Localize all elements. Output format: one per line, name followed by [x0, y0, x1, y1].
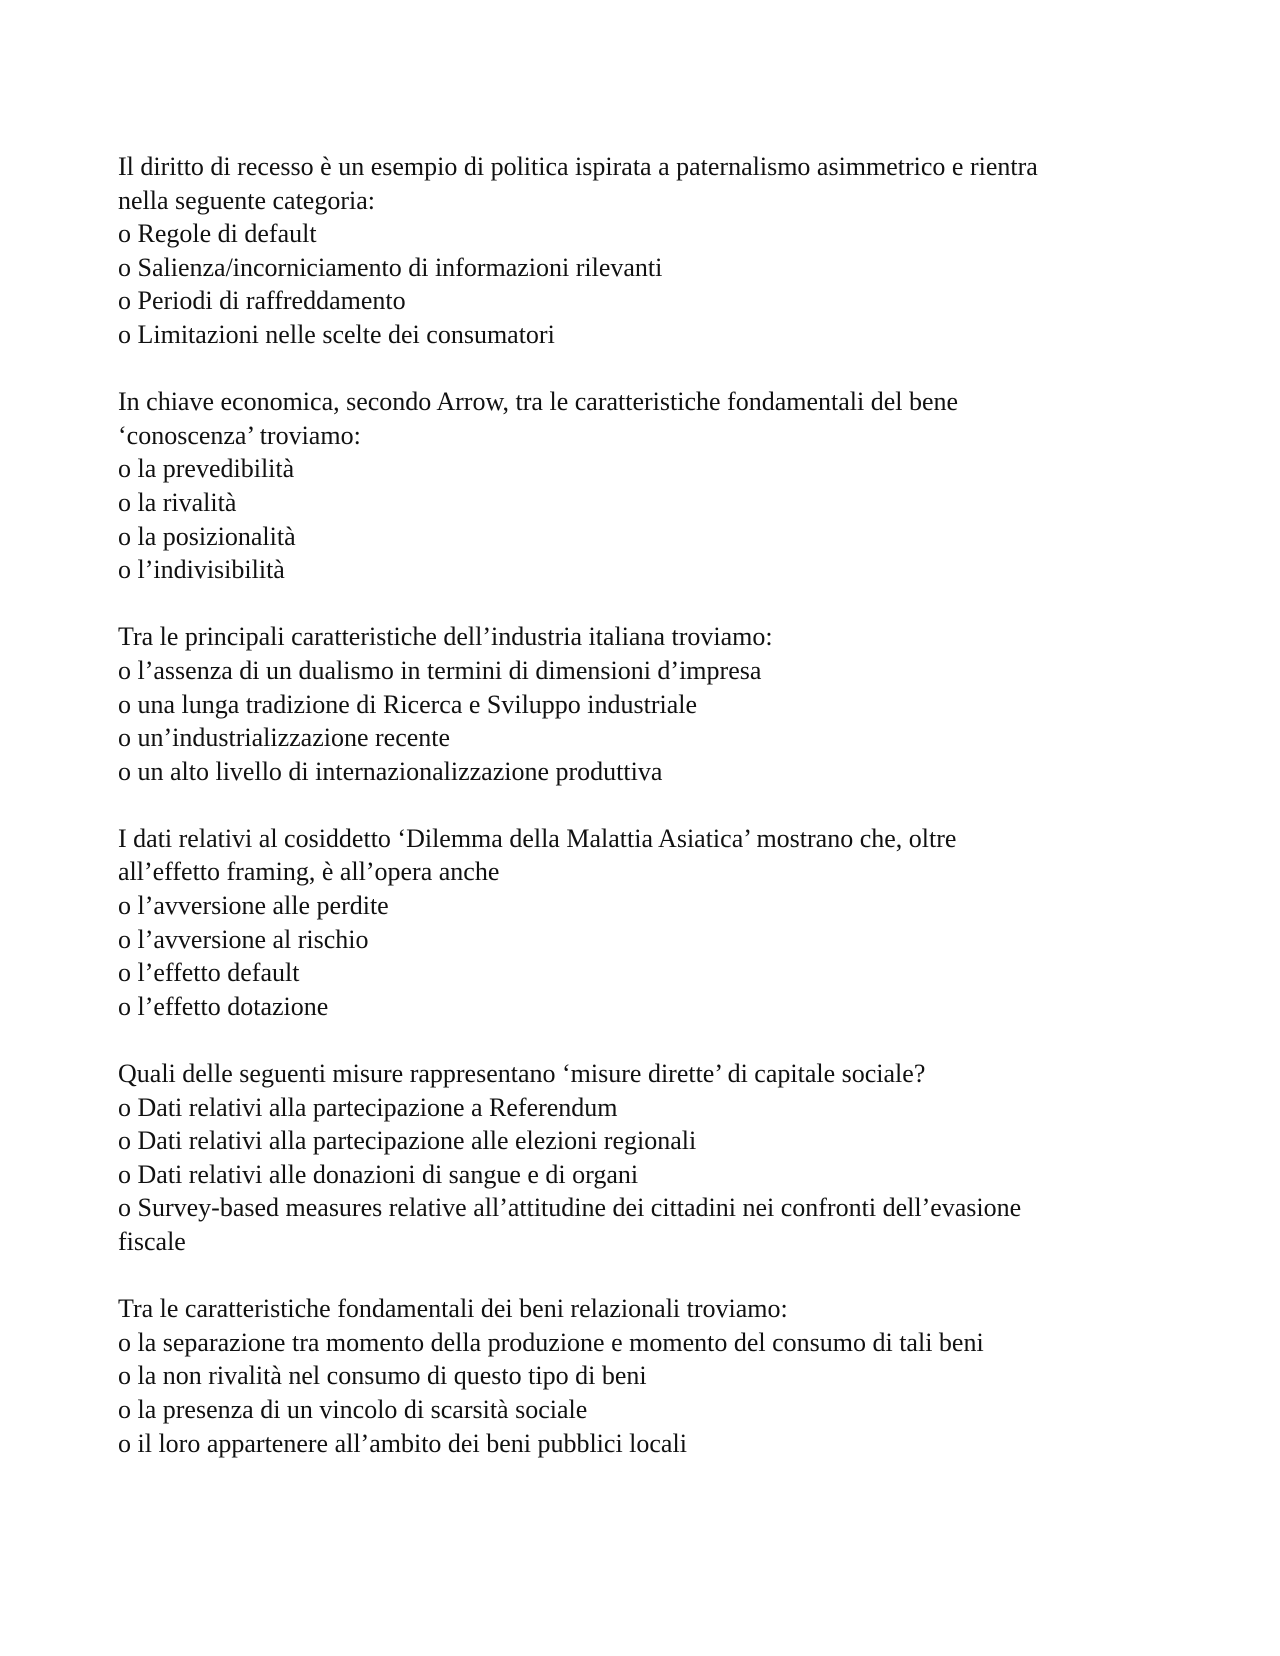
question-stem-line: nella seguente categoria:: [118, 185, 375, 215]
option-bullet: o: [118, 1361, 131, 1391]
answer-option: [118, 1393, 1178, 1427]
question-block: [118, 150, 1178, 352]
option-text: un alto livello di internazionalizzazione produttiva: [137, 756, 663, 786]
question-stem-line: I dati relativi al cosiddetto ‘Dilemma della Malattia Asiatica’ mostrano che, oltre: [118, 823, 957, 853]
option-bullet: o: [118, 219, 131, 249]
answer-option: [118, 284, 1178, 318]
question-block: [118, 385, 1178, 587]
answer-option: [118, 452, 1178, 486]
option-text: l’indivisibilità: [137, 555, 285, 585]
option-bullet: o: [118, 689, 131, 719]
answer-option: [118, 251, 1178, 285]
answer-option: [118, 1158, 1178, 1192]
answer-option: [118, 553, 1178, 587]
option-text: Dati relativi alla partecipazione a Referendum: [137, 1092, 618, 1122]
answer-option: [118, 520, 1178, 554]
option-bullet: o: [118, 1394, 131, 1424]
option-bullet: o: [118, 521, 131, 551]
option-bullet: o: [118, 487, 131, 517]
question-stem-line: ‘conoscenza’ troviamo:: [118, 420, 361, 450]
option-text: la posizionalità: [137, 521, 296, 551]
option-bullet: o: [118, 991, 131, 1021]
option-text: il loro appartenere all’ambito dei beni pubblici locali: [137, 1428, 687, 1458]
option-text: la rivalità: [137, 487, 237, 517]
option-text: Limitazioni nelle scelte dei consumatori: [137, 319, 555, 349]
answer-option: [118, 1091, 1178, 1125]
question-stem-line: Quali delle seguenti misure rappresentano ‘misure dirette’ di capitale sociale?: [118, 1059, 926, 1089]
option-text: l’avversione alle perdite: [137, 891, 389, 921]
option-text: Dati relativi alle donazioni di sangue e di organi: [137, 1159, 639, 1189]
option-text: Salienza/incorniciamento di informazioni rilevanti: [137, 252, 663, 282]
option-bullet: o: [118, 958, 131, 988]
question-stem-line: In chiave economica, secondo Arrow, tra le caratteristiche fondamentali del bene: [118, 387, 959, 417]
option-text: un’industrializzazione recente: [137, 723, 451, 753]
option-text: Dati relativi alla partecipazione alle elezioni regionali: [137, 1126, 697, 1156]
option-text: l’effetto dotazione: [137, 991, 329, 1021]
answer-option: [118, 1326, 1178, 1360]
option-text: la presenza di un vincolo di scarsità sociale: [137, 1394, 588, 1424]
option-bullet: o: [118, 1092, 131, 1122]
answer-option: [118, 721, 1178, 755]
option-bullet: o: [118, 252, 131, 282]
option-bullet: o: [118, 1193, 131, 1223]
option-bullet: o: [118, 555, 131, 585]
answer-option: [118, 1359, 1178, 1393]
option-text: la separazione tra momento della produzione e momento del consumo di tali beni: [137, 1327, 984, 1357]
option-bullet: o: [118, 756, 131, 786]
question-stem-line: all’effetto framing, è all’opera anche: [118, 857, 500, 887]
question-stem-line: Tra le caratteristiche fondamentali dei beni relazionali troviamo:: [118, 1294, 788, 1324]
option-bullet: o: [118, 1327, 131, 1357]
option-text: Survey-based measures relative all’attitudine dei cittadini nei confronti dell’evasione fiscale: [118, 1193, 1022, 1256]
answer-option: [118, 956, 1178, 990]
answer-option: [118, 688, 1178, 722]
question-block: [118, 1057, 1178, 1259]
option-text: la prevedibilità: [137, 454, 295, 484]
option-text: la non rivalità nel consumo di questo tipo di beni: [137, 1361, 647, 1391]
question-block: [118, 822, 1178, 1024]
option-text: l’avversione al rischio: [137, 924, 369, 954]
question-block: [118, 1292, 1178, 1460]
option-bullet: o: [118, 1126, 131, 1156]
option-text: l’effetto default: [137, 958, 300, 988]
answer-option: [118, 217, 1178, 251]
answer-option: [118, 654, 1178, 688]
answer-option: [118, 923, 1178, 957]
option-text: una lunga tradizione di Ricerca e Sviluppo industriale: [137, 689, 698, 719]
option-text: Regole di default: [137, 219, 317, 249]
answer-option: [118, 990, 1178, 1024]
option-bullet: o: [118, 1159, 131, 1189]
answer-option: [118, 755, 1178, 789]
document-page: [118, 150, 1178, 1494]
answer-option: [118, 1124, 1178, 1158]
option-bullet: o: [118, 319, 131, 349]
answer-option: [118, 1427, 1178, 1461]
option-bullet: o: [118, 1428, 131, 1458]
option-bullet: o: [118, 723, 131, 753]
option-text: Periodi di raffreddamento: [137, 286, 406, 316]
option-bullet: o: [118, 655, 131, 685]
option-bullet: o: [118, 924, 131, 954]
question-stem-line: Il diritto di recesso è un esempio di politica ispirata a paternalismo asimmetrico e rientra: [118, 152, 1038, 181]
question-block: [118, 620, 1178, 788]
answer-option: [118, 486, 1178, 520]
answer-option: [118, 318, 1178, 352]
option-bullet: o: [118, 891, 131, 921]
option-bullet: o: [118, 286, 131, 316]
answer-option: [118, 889, 1178, 923]
option-bullet: o: [118, 454, 131, 484]
question-stem-line: Tra le principali caratteristiche dell’industria italiana troviamo:: [118, 622, 773, 652]
option-text: l’assenza di un dualismo in termini di dimensioni d’impresa: [137, 655, 762, 685]
answer-option: [118, 1191, 1178, 1258]
